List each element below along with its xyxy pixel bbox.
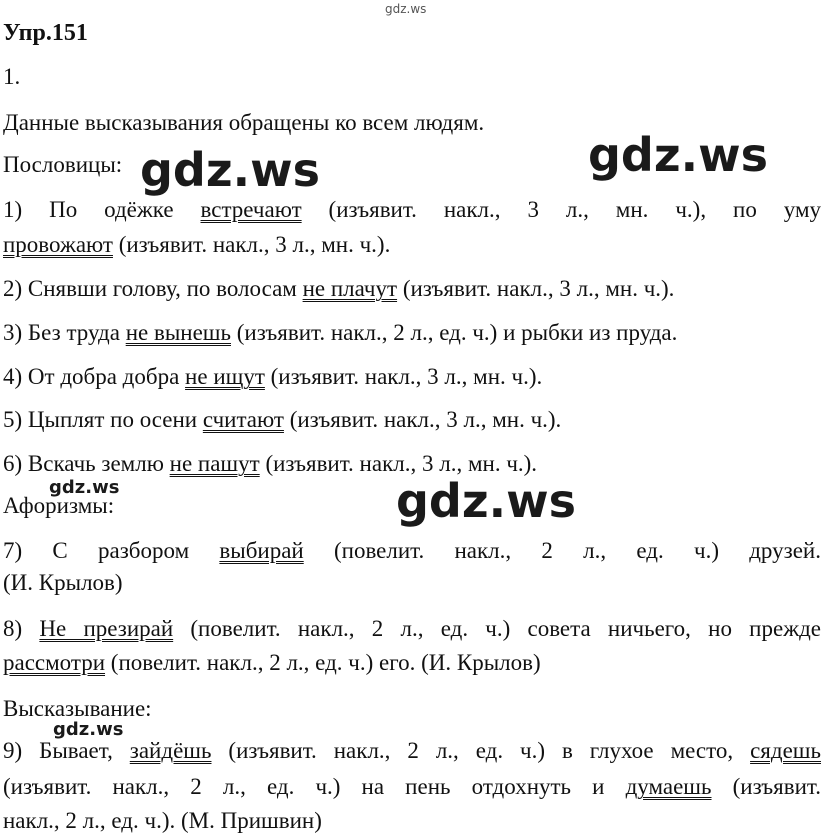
- text-fragment: 3) Без труда: [3, 320, 126, 345]
- heading-aphorisms: Афоризмы:: [3, 493, 115, 518]
- text-fragment: (изъявит. накл., 2 л., ед. ч.) и рыбки из пруда.: [230, 320, 678, 345]
- heading-proverbs: Пословицы:: [3, 152, 123, 177]
- text-fragment: (изъявит.: [711, 774, 822, 799]
- watermark-top: gdz.ws: [385, 2, 427, 16]
- predicate: зайдёшь: [129, 738, 212, 763]
- predicate: встречают: [200, 197, 302, 222]
- text-fragment: 6) Вскачь землю: [3, 451, 170, 476]
- proverb-5: [3, 405, 821, 435]
- text-fragment: (изъявит. накл., 3 л., мн. ч.).: [264, 364, 543, 389]
- predicate: рассмотри: [3, 650, 106, 675]
- text-fragment: 5) Цыплят по осени: [3, 407, 203, 432]
- aphorism-7-line-2: (И. Крылов): [3, 570, 123, 595]
- text-fragment: (изъявит. накл., 3 л., мн. ч.).: [283, 407, 562, 432]
- task-number: 1.: [3, 64, 21, 89]
- exercise-title: Упр.151: [3, 20, 88, 46]
- watermark-large: gdz.ws: [140, 143, 320, 197]
- predicate: не ищут: [185, 364, 265, 389]
- predicate: не плачут: [302, 276, 398, 301]
- statement-9-line-3: накл., 2 л., ед. ч.). (М. Пришвин): [3, 808, 322, 833]
- aphorism-8-line-2: [3, 648, 821, 678]
- text-fragment: (повелит. накл., 2 л., ед. ч.) друзей.: [303, 538, 821, 563]
- aphorism-7-line-1: [3, 536, 821, 566]
- text-fragment: 4) От добра добра: [3, 364, 186, 389]
- watermark-small: gdz.ws: [53, 719, 124, 740]
- text-fragment: (изъявит. накл., 3 л., мн. ч.).: [259, 451, 538, 476]
- predicate: сядешь: [750, 738, 821, 763]
- text-fragment: 7) С разбором: [3, 538, 220, 563]
- intro-text: Данные высказывания обращены ко всем людям.: [3, 110, 485, 135]
- proverb-3: [3, 318, 821, 348]
- text-fragment: (изъявит. накл., 3 л., мн. ч.).: [112, 232, 391, 257]
- aphorism-8-line-1: [3, 614, 821, 644]
- statement-9-line-1: [3, 736, 821, 766]
- watermark-large: gdz.ws: [588, 128, 768, 182]
- predicate: не вынешь: [125, 320, 231, 345]
- watermark-small: gdz.ws: [49, 477, 120, 498]
- heading-statement: Высказывание:: [3, 696, 152, 721]
- watermark-large: gdz.ws: [396, 474, 576, 528]
- predicate: выбирай: [219, 538, 304, 563]
- predicate: думаешь: [625, 774, 712, 799]
- proverb-2: [3, 274, 821, 304]
- text-fragment: (изъявит. накл., 3 л., мн. ч.).: [397, 276, 675, 301]
- predicate: считают: [202, 407, 284, 432]
- text-fragment: (изъявит. накл., 2 л., ед. ч.) в глухое место,: [211, 738, 751, 763]
- text-fragment: (изъявит. накл., 2 л., ед. ч.) на пень отдохнуть и: [3, 774, 626, 799]
- text-fragment: 9) Бывает,: [3, 738, 130, 763]
- text-fragment: (повелит. накл., 2 л., ед. ч.) совета ничьего, но прежде: [173, 616, 821, 641]
- proverb-1-line-1: [3, 195, 821, 225]
- text-fragment: 2) Снявши голову, по волосам: [3, 276, 303, 301]
- text-fragment: 8): [3, 616, 40, 641]
- text-fragment: (изъявит. накл., 3 л., мн. ч.), по уму: [301, 197, 821, 222]
- text-fragment: (повелит. накл., 2 л., ед. ч.) его. (И. Крылов): [105, 650, 541, 675]
- predicate: провожают: [3, 232, 113, 257]
- predicate: Не презирай: [39, 616, 174, 641]
- predicate: не пашут: [169, 451, 260, 476]
- proverb-1-line-2: [3, 230, 821, 260]
- proverb-4: [3, 362, 821, 392]
- statement-9-line-2: [3, 772, 821, 802]
- text-fragment: 1) По одёжке: [3, 197, 201, 222]
